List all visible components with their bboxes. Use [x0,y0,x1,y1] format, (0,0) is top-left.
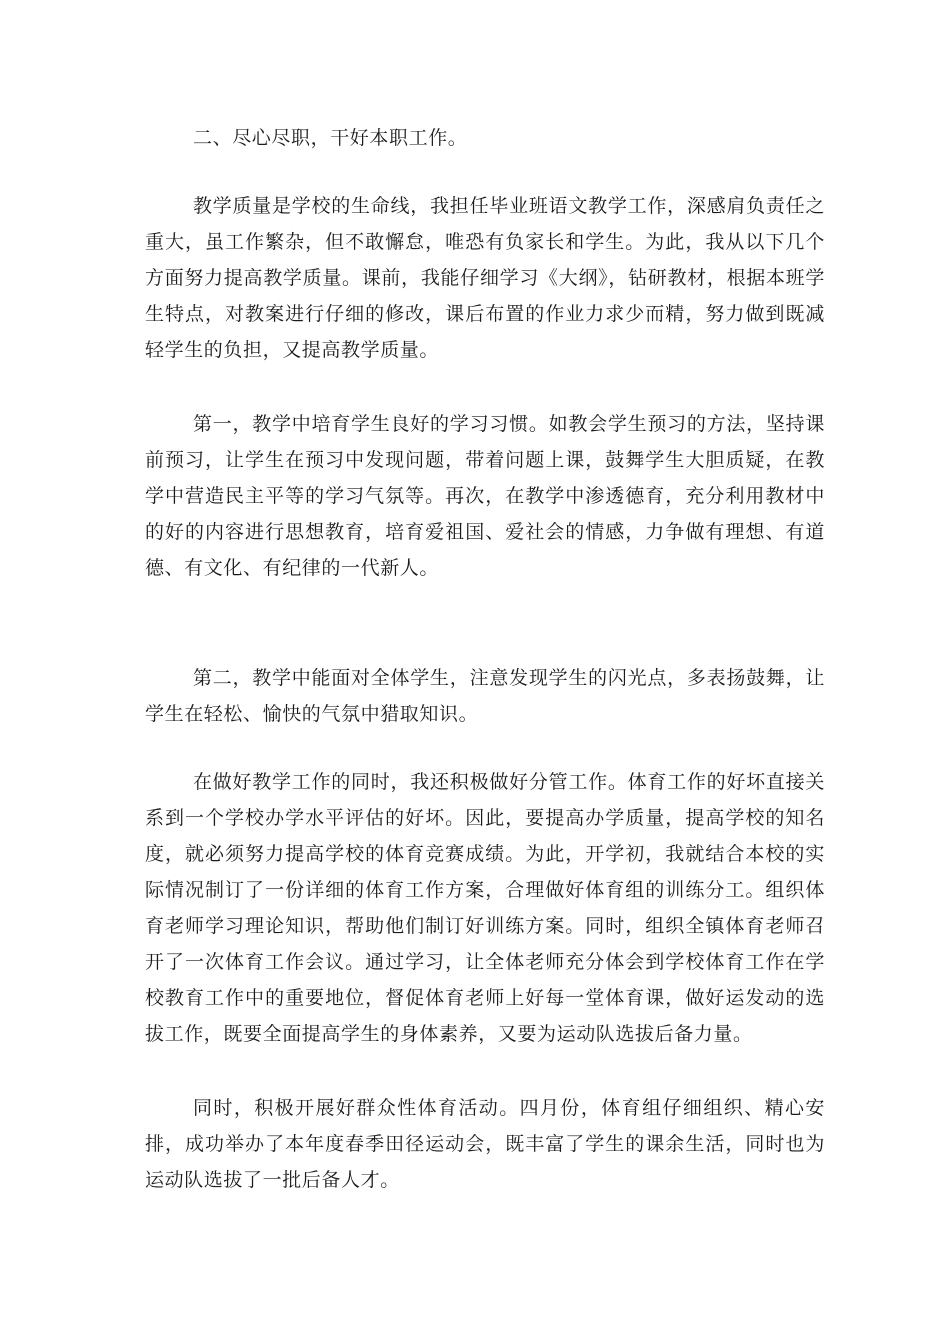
paragraph-second-point: 第二，教学中能面对全体学生，注意发现学生的闪光点，多表扬鼓舞，让学生在轻松、愉快的气氛中猎取知识。 [145,667,825,725]
paragraph-teaching-quality: 教学质量是学校的生命线，我担任毕业班语文教学工作，深感肩负责任之重大，虽工作繁杂，但不敢懈怠，唯恐有负家长和学生。为此，我从以下几个方面努力提高教学质量。课前，我能仔细学习《大纲》，钻研教材，根据本班学生特点，对教案进行仔细的修改，课后布置的作业力求少而精，努力做到既减轻学生的负担，又提高教学质量。 [145,195,825,361]
paragraph-sports-management: 在做好教学工作的同时，我还积极做好分管工作。体育工作的好坏直接关系到一个学校办学水平评估的好坏。因此，要提高办学质量，提高学校的知名度，就必须努力提高学校的体育竞赛成绩。为此，开学初，我就结合本校的实际情况制订了一份详细的体育工作方案，合理做好体育组的训练分工。组织体育老师学习理论知识，帮助他们制订好训练方案。同时，组织全镇体育老师召开了一次体育工作会议。通过学习，让全体老师充分体会到学校体育工作在学校教育工作中的重要地位，督促体育老师上好每一堂体育课，做好运发动的选拔工作，既要全面提高学生的身体素养，又要为运动队选拔后备力量。 [145,771,825,1045]
paragraph-first-point: 第一，教学中培育学生良好的学习习惯。如教会学生预习的方法，坚持课前预习，让学生在预习中发现问题，带着问题上课，鼓舞学生大胆质疑，在教学中营造民主平等的学习气氛等。再次，在教学中渗透德育，充分利用教材中的好的内容进行思想教育，培育爱祖国、爱社会的情感，力争做有理想、有道德、有文化、有纪律的一代新人。 [145,413,825,579]
section-heading: 二、尽心尽职，干好本职工作。 [193,127,468,149]
paragraph-sports-activities: 同时，积极开展好群众性体育活动。四月份，体育组仔细组织、精心安排，成功举办了本年度春季田径运动会，既丰富了学生的课余生活，同时也为运动队选拔了一批后备人才。 [145,1097,825,1191]
